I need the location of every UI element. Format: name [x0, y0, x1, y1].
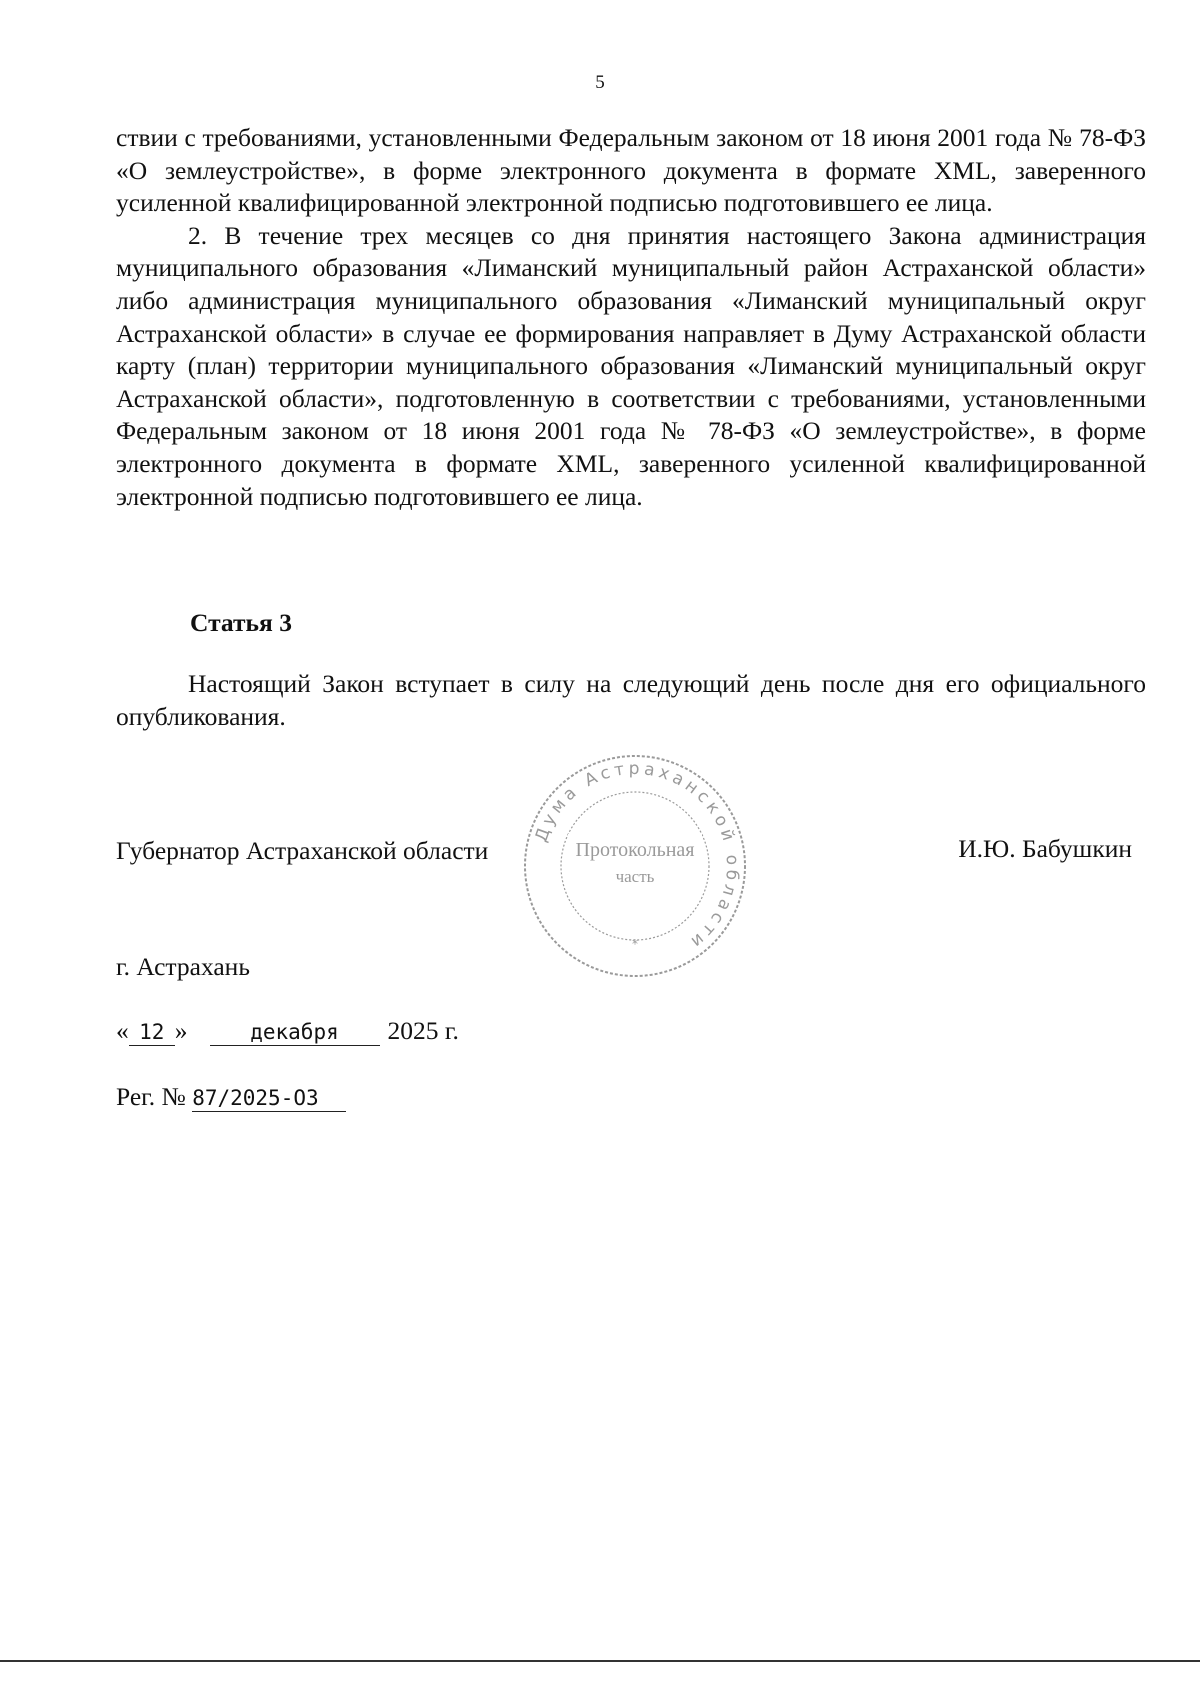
date-open-quote: « [116, 1016, 129, 1045]
registration-number: 87/2025-ОЗ [192, 1085, 346, 1112]
place-of-signing: г. Астрахань [116, 952, 250, 981]
signatory-name: И.Ю. Бабушкин [958, 834, 1132, 863]
article-3-text: Настоящий Закон вступает в силу на следующий день после дня его официального опубликования. [116, 669, 1146, 731]
registration-line [116, 1082, 346, 1112]
date-month: декабря [210, 1019, 380, 1046]
date-close-quote: » [174, 1016, 188, 1045]
svg-text:*: * [632, 937, 638, 951]
document-body [116, 122, 1146, 513]
item-2-paragraph: 2. В течение трех месяцев со дня принятия настоящего Закона администрация муниципального образования «Лиманский муниципальный район Астраханской области» либо администрация муниципального образования «Лиманский муниципальный округ Астраханской области» в случае ее формирования направляет в Думу Астраханской области карту (план) территории муниципального образования «Лиманский муниципальный округ Астраханской области», подготовленную в соответствии с требованиями, установленными Федеральным законом от 18 июня 2001 года № 78-ФЗ «О землеустройстве», в форме электронного документа в формате XML, заверенного усиленной квалифицированной электронной подписью подготовившего ее лица. [116, 220, 1146, 511]
article-3-heading: Статья 3 [190, 608, 292, 637]
signing-date [116, 1016, 459, 1046]
page-number: 5 [595, 72, 605, 93]
page-bottom-rule [0, 1660, 1200, 1662]
seal-ring-text: Дума Астраханской области [531, 758, 743, 954]
seal-center-text-line-1: Протокольная [575, 839, 695, 861]
date-year: 2025 г. [387, 1016, 459, 1045]
signatory-title: Губернатор Астраханской области [116, 836, 489, 865]
seal-center-text-line-2: часть [615, 867, 655, 886]
date-day: 12 [129, 1019, 175, 1046]
official-seal [520, 752, 750, 980]
registration-label: Рег. № [116, 1082, 186, 1111]
continuation-paragraph: ствии с требованиями, установленными Федеральным законом от 18 июня 2001 года № 78-ФЗ «О землеустройстве», в форме электронного документа в формате XML, заверенного усиленной квалифицированной электронной подписью подготовившего ее лица. [116, 123, 1146, 218]
